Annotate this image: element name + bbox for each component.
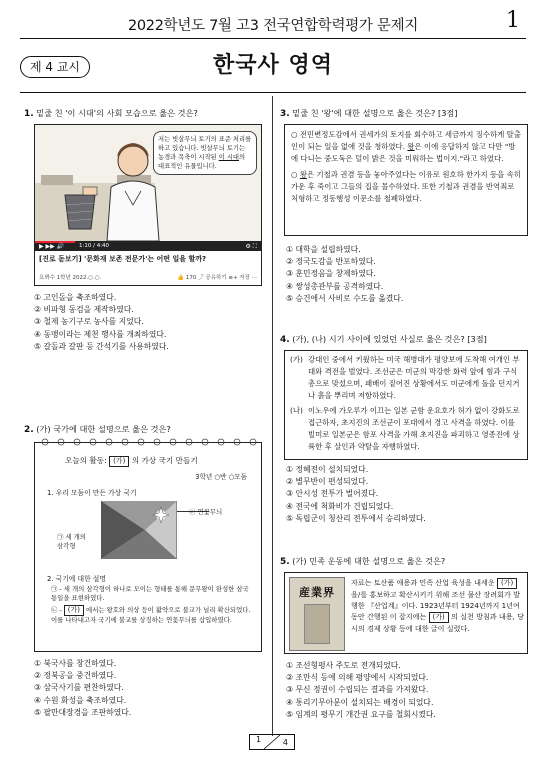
video-panel: [34, 124, 262, 286]
column-divider: [272, 96, 273, 736]
subject-title: 한국사 영역: [213, 53, 333, 78]
video-meta: 👍 170 ⤴ 공유하기 ≡+ 저장 ···: [177, 275, 257, 281]
option[interactable]: ① 대학을 설립하였다.: [286, 245, 361, 254]
option[interactable]: ④ 전국에 척화비가 건립되었다.: [286, 501, 394, 511]
step-1-label: 1. 우리 모둠이 만든 가상 국기: [47, 489, 137, 497]
underlined-keyword: 이 시대: [218, 154, 239, 161]
explanation-1: ㉠ - 세 개의 삼각형이 하나로 모이는 형태를 통해 문무왕이 완성한 삼국 통일을 표현하였다.: [51, 585, 249, 603]
question-3-stem: 3. 밑줄 친 '왕'에 대한 설명으로 옳은 것은? [3점]: [280, 108, 458, 119]
q3-paragraph-2: ○ 왕은 기철과 권겸 등을 놓아주었다는 이유로 원호하 한가지 등을 속히 가운 후 죽이고 그들의 집을 몰수하였다. 또한 기철과 권겸을 반역죄로 처형하고 정동행성 이문소를 철폐하였다.: [291, 170, 521, 203]
header-divider-bottom: [20, 92, 526, 93]
card-title: 오늘의 활동: (가) 의 가상 국기 만들기: [65, 456, 198, 465]
option[interactable]: ③ 무신 정권이 수립되는 결과를 가져왔다.: [286, 685, 429, 695]
option[interactable]: ① 고인돌을 축조하였다.: [34, 293, 117, 302]
option[interactable]: ② 비파형 동검을 제작하였다.: [34, 305, 134, 315]
video-caption: [진로 돋보기] '문화재 보존 전문가'는 어떤 일을 할까?: [39, 255, 207, 263]
question-5-stem: 5. (가) 민족 운동에 대한 설명으로 옳은 것은?: [280, 556, 446, 567]
option[interactable]: ② 정국도감을 반포하였다.: [286, 257, 376, 267]
total-pages: 4: [282, 738, 288, 747]
label-triangles: ㉠ 세 개의 삼각형: [57, 533, 86, 550]
option[interactable]: ③ 훈민정음을 창제하였다.: [286, 269, 376, 279]
blank-ga: (가): [109, 456, 129, 467]
cover-illustration: [304, 604, 330, 644]
question-2-options: [34, 658, 131, 719]
option[interactable]: ④ 통리기무아문이 설치되는 배경이 되었다.: [286, 697, 434, 707]
option[interactable]: ⑤ 갈돌과 갈판 등 간석기를 사용하였다.: [34, 341, 169, 351]
q4-passage: [284, 350, 528, 460]
option[interactable]: ③ 안시성 전투가 벌어졌다.: [286, 489, 379, 499]
q5-passage: [284, 572, 528, 654]
channel-name: 요봐수 1학년 2022.○.○.: [39, 275, 102, 281]
virtual-flag: [101, 501, 177, 559]
question-number: 1.: [24, 109, 34, 119]
magazine-cover-image: [289, 577, 345, 651]
play-icon[interactable]: ▶ ▶▶ 🔊: [39, 243, 65, 250]
option[interactable]: ① 북국사를 창건하였다.: [34, 659, 117, 668]
option[interactable]: ③ 삼국사기를 편찬하였다.: [34, 683, 124, 693]
option[interactable]: ⑤ 팔만대장경을 조판하였다.: [34, 707, 132, 717]
option[interactable]: ③ 철제 농기구로 농사를 지었다.: [34, 317, 144, 327]
option[interactable]: ④ 쌍성총관부를 공격하였다.: [286, 281, 384, 291]
spiral-binding-icon: [31, 437, 267, 447]
label-lotus: ⓒ 연꽃무늬: [189, 508, 223, 516]
question-2-stem: 2. (가) 국가에 대한 설명으로 옳은 것은?: [24, 424, 171, 435]
exam-title: 2022학년도 7월 고3 전국연합학력평가 문제지: [127, 18, 419, 34]
option[interactable]: ② 별무반이 편성되었다.: [286, 477, 369, 487]
magazine-title: 産業界: [299, 586, 335, 599]
q4-paragraph-b: (나) 이노우에 가오루가 이끄는 일본 군함 운요호가 허가 없이 강화도로 접근하자, 초지진의 조선군이 포대에서 경고 사격을 하였다. 이를 빌미로 일본군은 함포 사격을 가해 초지진을 파괴하고 영종진에 상륙한 후 살인과 약탈을 자행하였다.: [290, 406, 520, 451]
card-class: 3학년 ○반 ○모둠: [195, 473, 247, 481]
question-3-options: [286, 244, 403, 305]
question-1-options: [34, 292, 169, 353]
option[interactable]: ⑤ 승건에서 사비로 수도를 옮겼다.: [286, 293, 404, 303]
q4-paragraph-a: (가) 강대인 중에서 키웠하는 미국 해병대가 평양보에 도착해 여개인 부대와 격전을 벌였다. 조선군은 미군의 막강한 화력 앞에 힘과 구식 총으로 맞섰으며, 패배이 짙어진 상황에서도 미군에게 돌을 던지거나 흙을 뿌리며 저항하였다.: [290, 355, 520, 400]
step-2-label: 2. 국기에 대한 설명: [47, 575, 106, 583]
option[interactable]: ② 정북공을 중건하였다.: [34, 671, 117, 681]
activity-card: [34, 442, 262, 652]
question-4-options: [286, 464, 426, 525]
page-number: 1: [506, 8, 520, 33]
question-text: 밑줄 친 '이 시대'의 사회 모습으로 옳은 것은?: [36, 108, 198, 118]
option[interactable]: ⑤ 임계의 평무기 개간권 요구를 철회시켰다.: [286, 709, 436, 719]
session-badge: 제 4 교시: [20, 56, 90, 78]
explanation-2: ㉡ - (가) 에서는 왕호와 의상 등이 활약으로 불교가 널리 확산되었다. 이를 나타내고자 국기에 불교를 상징하는 연꽃무늬를 삽입하였다.: [51, 606, 251, 624]
q5-text: 자료는 토산품 애용과 민족 산업 육성을 내세운 (가) 을/를 홍보하고 확산시키기 위해 조선 물산 장려회가 발행한 『산업계』이다. 1923년부터 1924년까지 1년여 동안 간행된 이 잡지에는 (가) 의 실천 방침과 내용, 당시의 경제 상황 등에 대한 글이 실렸다.: [351, 578, 524, 634]
header-divider: [20, 38, 526, 39]
question-5-options: [286, 660, 436, 721]
option[interactable]: ④ 동맹이라는 제천 행사를 개최하였다.: [34, 329, 167, 339]
option[interactable]: ① 조선형평사 주도로 전개되었다.: [286, 661, 401, 670]
option[interactable]: ④ 수원 화성을 축조하였다.: [34, 695, 127, 705]
current-page: 1: [256, 735, 262, 744]
page-indicator: [249, 734, 295, 750]
option[interactable]: ② 조만식 등에 의해 평양에서 시작되었다.: [286, 673, 429, 683]
video-frame: [35, 125, 261, 241]
settings-icon[interactable]: ⚙ ⛶: [245, 243, 257, 250]
question-1-stem: [24, 108, 264, 120]
option[interactable]: ⑤ 독립군이 청산리 전투에서 승리하였다.: [286, 513, 426, 523]
option[interactable]: ① 정혜전이 설치되었다.: [286, 465, 369, 474]
video-time: 1:10 / 4:40: [79, 243, 110, 249]
question-4-stem: 4. (가), (나) 시기 사이에 있었던 사실로 옳은 것은? [3점]: [280, 334, 487, 345]
video-controls[interactable]: [35, 241, 261, 251]
q3-passage: [284, 124, 528, 236]
speech-bubble: 저는 빗살무늬 토기의 표준 처리를 하고 있습니다. 빗살무늬 토기는 농경과 목축이 시작된 이 시대의 대표적인 유물입니다.: [153, 131, 257, 175]
q3-paragraph-1: ○ 전민변정도감에서 권세가의 토지를 회수하고 세금까지 징수하게 탈출인이 되는 일을 없애 것을 청하였다. 왕은 이에 응답하지 않고 다만 "방에 다니는 중도둑은 덜이 밝은 것을 미워하는 법이지."라고 하였다.: [291, 130, 521, 163]
